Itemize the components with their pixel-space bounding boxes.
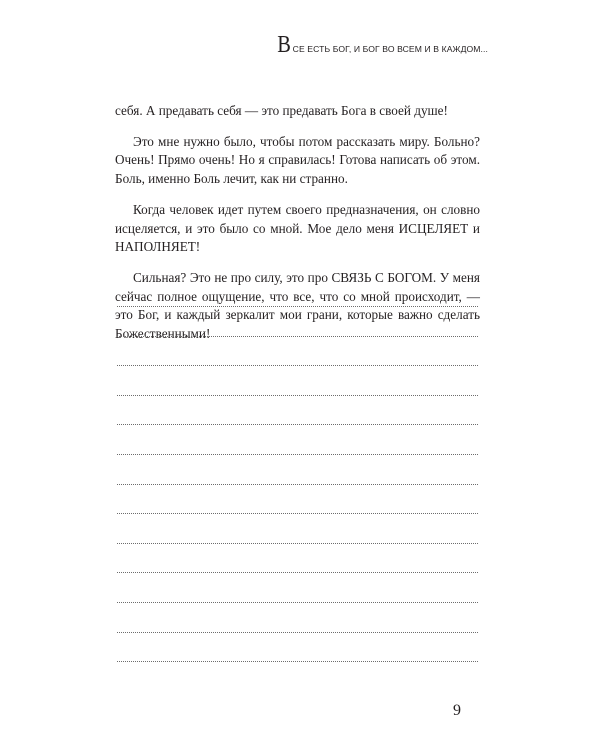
writing-line: [117, 543, 478, 544]
running-header-text: СЕ ЕСТЬ БОГ, И БОГ ВО ВСЕМ И В КАЖДОМ...: [292, 44, 488, 54]
writing-line: [117, 336, 478, 337]
writing-line: [117, 661, 478, 662]
writing-line: [117, 513, 478, 514]
writing-line: [117, 572, 478, 573]
writing-line: [117, 424, 478, 425]
writing-line: [117, 365, 478, 366]
paragraph: Сильная? Это не про силу, это про СВЯЗЬ С БОГОМ. У меня сейчас полное ощущение, что все, что со мной происходит, — это Бог, и каждый зеркалит мои грани, которые важно сделать Божественными!: [115, 269, 480, 342]
writing-line: [117, 306, 478, 307]
writing-lines: [117, 306, 478, 691]
writing-line: [117, 484, 478, 485]
paragraph: себя. А предавать себя — это предавать Бога в своей душе!: [115, 103, 448, 118]
writing-line: [117, 395, 478, 396]
writing-line: [117, 454, 478, 455]
writing-line: [117, 602, 478, 603]
writing-line: [117, 632, 478, 633]
paragraph: Когда человек идет путем своего предназначения, он словно исцеляется, и это было со мной. Мое дело меня ИСЦЕЛЯЕТ и НАПОЛНЯЕТ!: [115, 201, 480, 255]
running-header-initial: В: [276, 32, 291, 58]
running-header: [276, 30, 488, 56]
paragraph: Это мне нужно было, чтобы потом рассказать миру. Больно? Очень! Прямо очень! Но я справилась! Готова написать об этом. Боль, именно Боль лечит, как ни странно.: [115, 133, 480, 187]
page-number: 9: [453, 702, 461, 719]
